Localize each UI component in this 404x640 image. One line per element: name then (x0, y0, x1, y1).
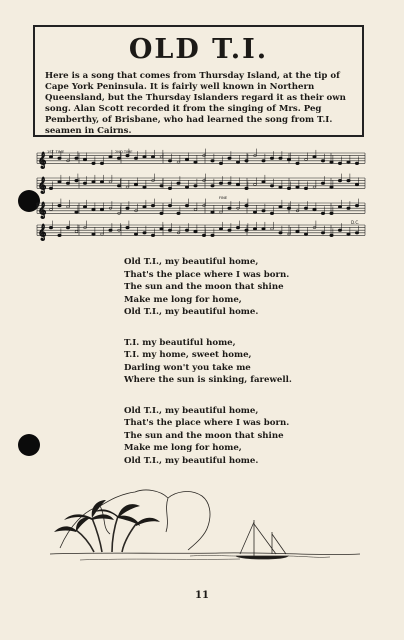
note-head (177, 212, 180, 214)
note-head (101, 181, 104, 183)
lyric-line: T.I. my home, sweet home, (124, 350, 252, 360)
note-head (262, 228, 265, 230)
note-head (75, 230, 78, 232)
note-head (186, 205, 189, 207)
note-head (58, 157, 61, 159)
note-head (322, 232, 325, 234)
note-head (126, 227, 129, 229)
note-head (296, 186, 299, 188)
palm-trunk (76, 530, 94, 552)
note-head (296, 162, 299, 164)
stanza-3 (124, 405, 344, 468)
note-head (160, 185, 163, 187)
note-head (177, 161, 180, 163)
note-head (322, 160, 325, 162)
second-time-label: 2ND TIME (115, 150, 133, 154)
stanza-2 (124, 337, 344, 387)
note-head (330, 161, 333, 163)
note-head (271, 185, 274, 187)
lyric-line: T.I. my beautiful home, (124, 337, 236, 348)
treble-clef-icon: 𝄞 (38, 224, 47, 241)
note-head (313, 186, 316, 188)
lyric-line: That's the place where I was born. (124, 418, 290, 428)
lyrics (124, 256, 344, 485)
note-head (143, 206, 146, 208)
note-head (186, 158, 189, 160)
note-head (330, 186, 333, 188)
intro-text: Here is a song that comes from Thursday Island, at the tip of Cape York Peninsula. It is fairly well known in Northern Queensland, but the Thursday Islanders regard it as their own song. Alan Scott recorded it from the singing of Mrs. Peg Pemberthy, of Brisbane, who had learned the song from T.I. seamen in Cairns. (45, 71, 346, 136)
note-head (211, 234, 214, 236)
note-head (330, 234, 333, 236)
note-head (194, 185, 197, 187)
fine-label: FINE (219, 196, 228, 200)
song-title: OLD T.I. (128, 34, 269, 65)
note-head (177, 182, 180, 184)
treble-clef-icon: 𝄞 (38, 152, 47, 169)
note-head (92, 181, 95, 183)
note-head (58, 181, 61, 183)
note-head (92, 233, 95, 235)
lyric-line: Make me long for home, (124, 443, 242, 453)
note-head (279, 206, 282, 208)
note-head (254, 228, 257, 230)
note-head (245, 160, 248, 162)
note-head (126, 155, 129, 157)
note-head (92, 162, 95, 164)
note-head (75, 157, 78, 159)
note-head (245, 229, 248, 231)
note-head (313, 156, 316, 158)
note-head (220, 182, 223, 184)
lyric-line: Where the sun is sinking, farewell. (124, 375, 292, 385)
note-head (211, 185, 214, 187)
note-head (356, 232, 359, 234)
note-head (186, 229, 189, 231)
note-head (126, 207, 129, 209)
note-head (58, 234, 61, 236)
note-head (245, 205, 248, 207)
note-head (109, 156, 112, 158)
note-head (305, 207, 308, 209)
note-head (67, 182, 70, 184)
note-head (339, 180, 342, 182)
note-head (50, 227, 53, 229)
palm-trunk (112, 516, 118, 552)
note-head (296, 230, 299, 232)
note-head (169, 187, 172, 189)
palm-trunk (122, 524, 136, 552)
note-head (109, 181, 112, 183)
note-head (101, 208, 104, 210)
note-head (211, 211, 214, 213)
note-head (50, 156, 53, 158)
note-head (262, 210, 265, 212)
note-head (322, 212, 325, 214)
lyric-line: Old T.I., my beautiful home. (124, 455, 259, 466)
palm-fronds (54, 500, 160, 532)
note-head (356, 205, 359, 207)
punch-hole-bottom (18, 434, 40, 456)
note-head (347, 180, 350, 182)
stanza-1 (124, 256, 344, 319)
note-head (75, 211, 78, 213)
note-head (109, 229, 112, 231)
note-head (152, 205, 155, 207)
note-head (262, 160, 265, 162)
lyric-line: That's the place where I was born. (124, 269, 290, 280)
note-head (169, 205, 172, 207)
note-head (228, 182, 231, 184)
lyric-line: Old T.I., my beautiful home, (124, 257, 259, 267)
note-head (194, 230, 197, 232)
lyric-line: The sun and the moon that shine (124, 282, 284, 292)
note-head (356, 183, 359, 185)
note-head (50, 208, 53, 210)
note-head (245, 187, 248, 189)
note-head (67, 206, 70, 208)
note-head (228, 207, 231, 209)
note-head (305, 187, 308, 189)
note-head (288, 207, 291, 209)
note-head (194, 161, 197, 163)
note-head (84, 182, 87, 184)
note-head (143, 232, 146, 234)
note-head (271, 228, 274, 230)
lyric-line: Old T.I., my beautiful home. (124, 307, 259, 317)
note-head (347, 207, 350, 209)
note-head (84, 158, 87, 160)
note-head (237, 227, 240, 229)
note-head (339, 206, 342, 208)
note-head (339, 229, 342, 231)
note-head (254, 211, 257, 213)
note-head (271, 157, 274, 159)
note-head (135, 183, 138, 185)
lyric-line: Make me long for home, (124, 294, 242, 305)
page-number: 11 (195, 590, 209, 601)
note-head (237, 161, 240, 163)
note-head (67, 227, 70, 229)
note-head (220, 211, 223, 213)
note-head (118, 185, 121, 187)
note-head (160, 212, 163, 214)
note-head (169, 229, 172, 231)
treble-clef-icon: 𝄞 (38, 177, 47, 194)
note-head (356, 162, 359, 164)
note-head (220, 162, 223, 164)
note-head (160, 156, 163, 158)
note-head (152, 156, 155, 158)
treble-clef-icon: 𝄞 (38, 202, 47, 219)
sheet-music (33, 145, 368, 245)
lyric-line: The sun and the moon that shine (124, 430, 284, 441)
note-head (143, 186, 146, 188)
dc-label: D.C. (351, 220, 360, 225)
lyric-line: Old T.I., my beautiful home, (124, 405, 259, 416)
note-head (347, 161, 350, 163)
note-head (126, 186, 129, 188)
note-head (135, 157, 138, 159)
note-head (288, 187, 291, 189)
note-head (152, 234, 155, 236)
note-head (330, 212, 333, 214)
note-head (313, 208, 316, 210)
note-head (84, 206, 87, 208)
island-illustration (40, 470, 370, 580)
note-head (288, 158, 291, 160)
note-head (220, 228, 223, 230)
note-head (92, 208, 95, 210)
note-head (135, 233, 138, 235)
note-head (347, 233, 350, 235)
note-head (211, 160, 214, 162)
note-head (254, 183, 257, 185)
note-head (279, 186, 282, 188)
note-head (50, 187, 53, 189)
note-head (339, 162, 342, 164)
note-head (143, 156, 146, 158)
note-head (271, 212, 274, 214)
note-head (203, 234, 206, 236)
note-head (101, 162, 104, 164)
note-head (305, 233, 308, 235)
note-head (118, 157, 121, 159)
note-head (305, 158, 308, 160)
note-head (58, 205, 61, 207)
lyric-line: Darling won't you take me (124, 362, 251, 373)
shoreline (50, 553, 360, 555)
note-head (237, 183, 240, 185)
note-head (101, 233, 104, 235)
note-head (75, 180, 78, 182)
note-head (194, 208, 197, 210)
note-head (228, 229, 231, 231)
note-head (160, 228, 163, 230)
note-head (322, 182, 325, 184)
note-head (169, 160, 172, 162)
note-head (262, 181, 265, 183)
palm-trunk (92, 518, 102, 552)
header-box (33, 25, 364, 137)
note-head (186, 186, 189, 188)
note-head (228, 157, 231, 159)
first-time-label: 1ST. TIME (47, 150, 65, 154)
note-head (279, 157, 282, 159)
note-head (279, 232, 282, 234)
